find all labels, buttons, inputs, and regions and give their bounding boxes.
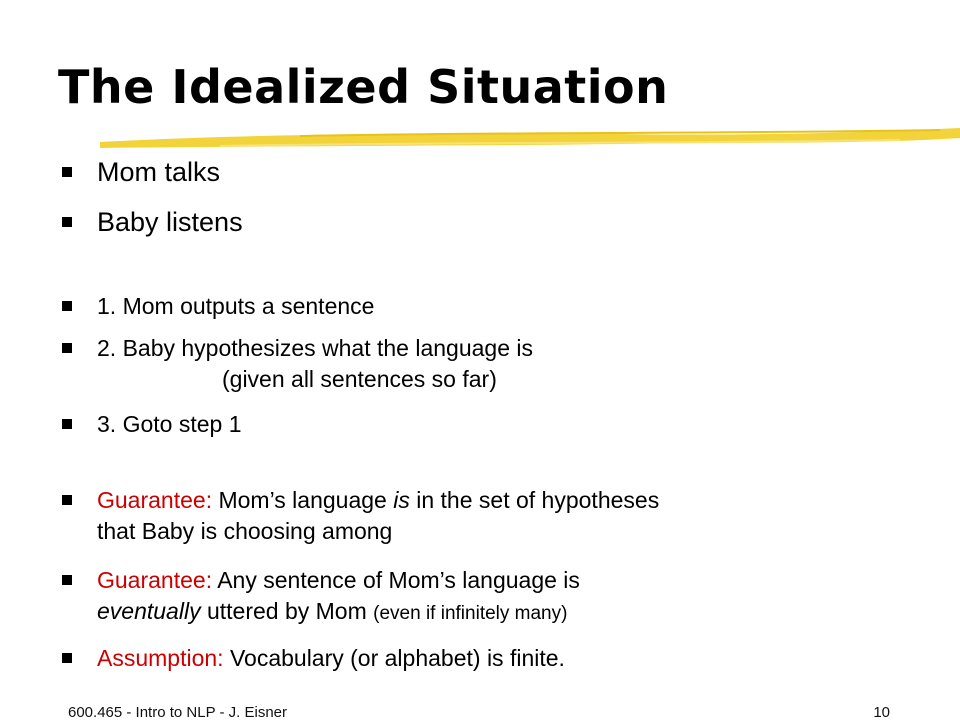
bullet-assumption: Assumption: Vocabulary (or alphabet) is finite.: [62, 642, 942, 675]
bullet-square-icon: [62, 575, 72, 585]
bullet-mom-talks: Mom talks: [62, 156, 942, 189]
bullet-step-1: 1. Mom outputs a sentence: [62, 290, 942, 323]
bullet-guarantee-1-continuation: that Baby is choosing among: [97, 518, 393, 544]
slide-title: The Idealized Situation: [58, 60, 669, 114]
bullet-square-icon: [62, 343, 72, 353]
bullet-guarantee-1: Guarantee: Mom’s language is in the set of hypotheses: [62, 484, 942, 517]
bullet-list: [62, 150, 942, 675]
bullet-square-icon: [62, 167, 72, 177]
guarantee-label: Guarantee:: [97, 567, 213, 593]
slide-number: 10: [873, 704, 890, 721]
footer-course-info: 600.465 - Intro to NLP - J. Eisner: [68, 704, 288, 721]
bullet-square-icon: [62, 301, 72, 311]
bullet-guarantee-2: Guarantee: Any sentence of Mom’s language is: [62, 564, 942, 597]
bullet-step-3: 3. Goto step 1: [62, 408, 942, 441]
bullet-square-icon: [62, 495, 72, 505]
bullet-square-icon: [62, 653, 72, 663]
bullet-baby-listens: Baby listens: [62, 206, 942, 239]
guarantee-label: Guarantee:: [97, 487, 213, 513]
bullet-step-2: 2. Baby hypothesizes what the language is: [62, 332, 942, 365]
bullet-guarantee-2-continuation: eventually uttered by Mom (even if infinitely many): [97, 598, 568, 624]
title-underline-brushstroke: [100, 122, 960, 152]
bullet-square-icon: [62, 217, 72, 227]
bullet-square-icon: [62, 419, 72, 429]
assumption-label: Assumption:: [97, 645, 224, 671]
bullet-step-2-continuation: (given all sentences so far): [222, 366, 497, 392]
